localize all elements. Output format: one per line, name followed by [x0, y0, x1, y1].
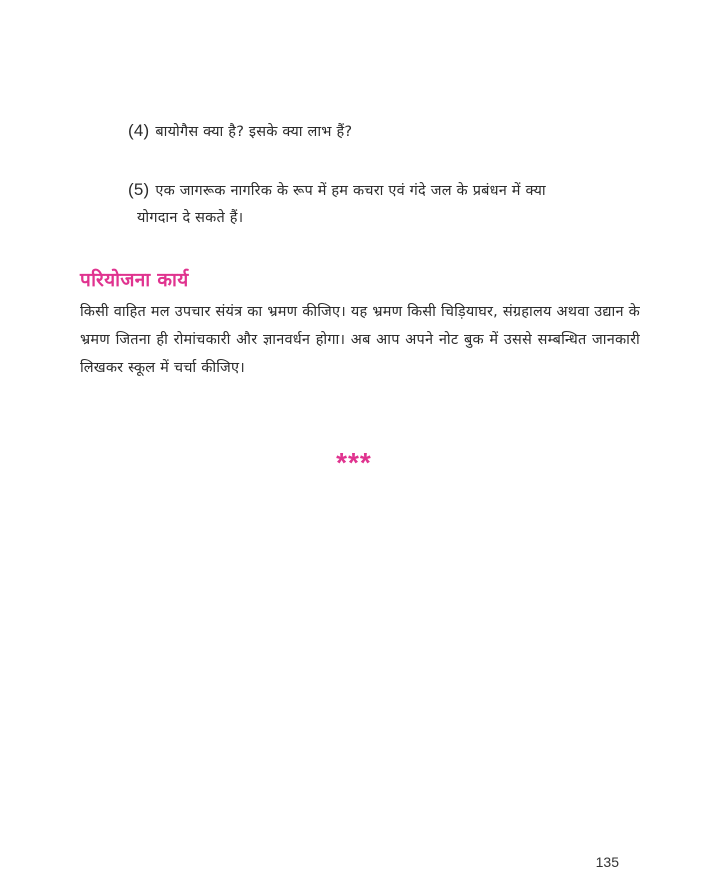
section-separator-stars: ***	[336, 447, 372, 478]
section-heading-project-work: परियोजना कार्य	[80, 269, 189, 291]
question-number: (5)	[128, 180, 150, 199]
project-work-paragraph: किसी वाहित मल उपचार संयंत्र का भ्रमण कीजिए। यह भ्रमण किसी चिड़ियाघर, संग्रहालय अथवा उद्यान के भ्रमण जितना ही रोमांचकारी और ज्ञानवर्धन होगा। अब आप अपने नोट बुक में उससे सम्बन्धित जानकारी लिखकर स्कूल में चर्चा कीजिए।	[80, 304, 640, 376]
question-text-continuation: योगदान दे सकते हैं।	[137, 210, 244, 226]
question-4	[128, 117, 648, 146]
question-text: एक जागरूक नागरिक के रूप में हम कचरा एवं गंदे जल के प्रबंधन में क्या	[155, 183, 546, 199]
question-text: बायोगैस क्या है? इसके क्या लाभ हैं?	[155, 124, 353, 140]
question-number: (4)	[128, 121, 150, 140]
question-5	[128, 176, 648, 232]
page-number: 135	[595, 854, 619, 870]
